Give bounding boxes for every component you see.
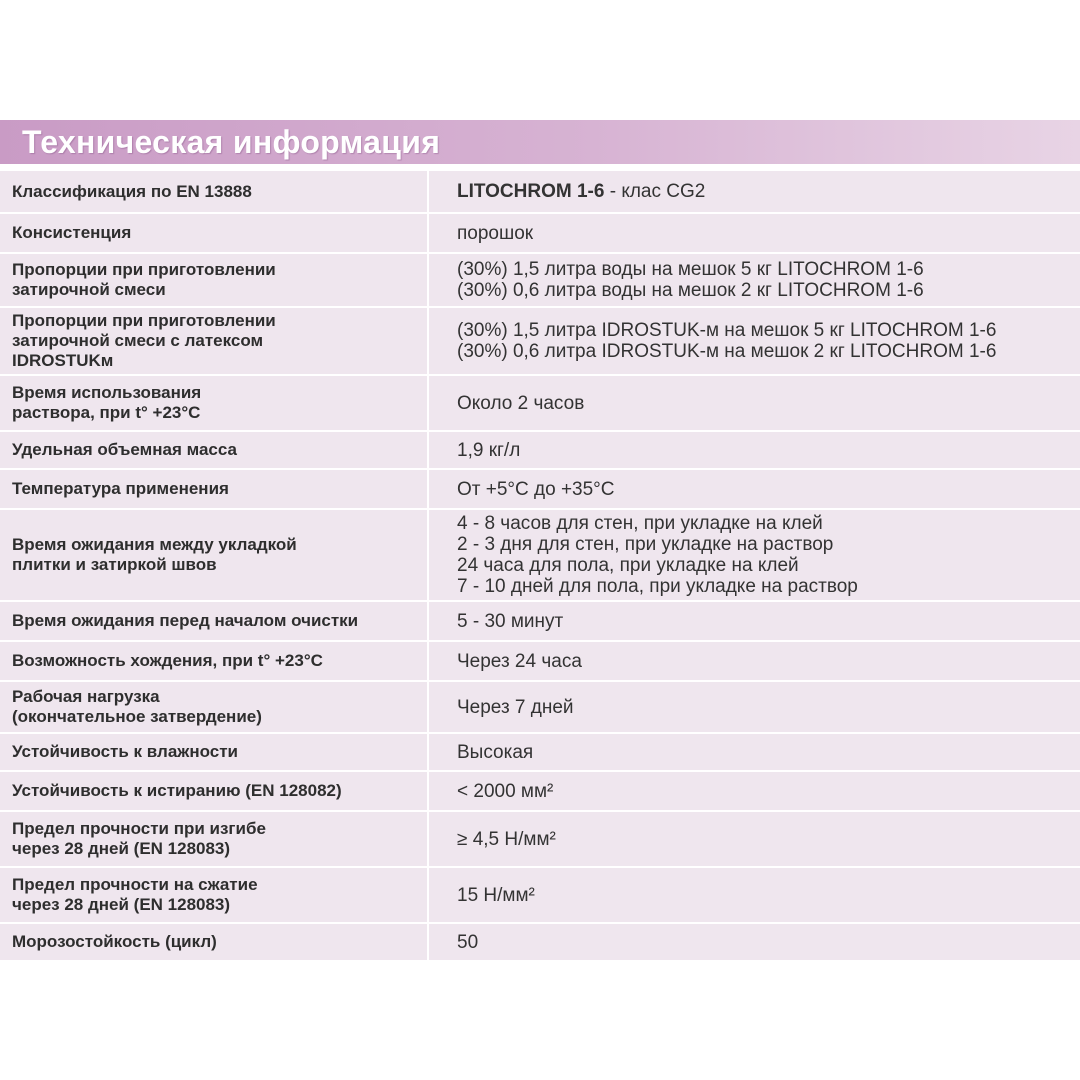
property-label xyxy=(0,771,428,811)
property-label xyxy=(0,431,428,469)
property-value-line: 5 - 30 минут xyxy=(457,610,564,632)
property-value-line: 2 - 3 дня для стен, при укладке на раствор xyxy=(457,534,834,555)
property-label xyxy=(0,469,428,509)
property-label-line: затирочной смеси с латексом xyxy=(12,331,264,350)
table-row xyxy=(0,375,1080,431)
property-label-line: Удельная объемная масса xyxy=(12,440,237,459)
property-label-line: Пропорции при приготовлении xyxy=(12,311,276,330)
property-value xyxy=(428,601,1080,641)
table-row xyxy=(0,641,1080,681)
table-row xyxy=(0,509,1080,601)
property-value-line: (30%) 0,6 литра воды на мешок 2 кг LITOCHROM 1-6 xyxy=(457,280,924,301)
property-value-line: 50 xyxy=(457,931,479,953)
technical-info-table xyxy=(0,171,1080,962)
table-row xyxy=(0,811,1080,867)
property-value-line: (30%) 1,5 литра IDROSTUK-м на мешок 5 кг LITOCHROM 1-6 xyxy=(457,320,997,341)
property-value xyxy=(428,213,1080,253)
property-value-line: 24 часа для пола, при укладке на клей xyxy=(457,555,799,576)
property-label-line: Консистенция xyxy=(12,223,132,242)
property-value-line: Через 24 часа xyxy=(457,650,582,672)
property-label-line: плитки и затиркой швов xyxy=(12,555,217,574)
table-body xyxy=(0,171,1080,961)
property-label-line: Устойчивость к истиранию (EN 128082) xyxy=(12,781,342,800)
property-value xyxy=(428,509,1080,601)
property-value-line: 15 Н/мм² xyxy=(457,884,535,906)
property-value xyxy=(428,733,1080,771)
table-row xyxy=(0,733,1080,771)
title-bar xyxy=(0,120,1080,164)
property-value-line: ≥ 4,5 Н/мм² xyxy=(457,828,556,850)
property-label-line: Время ожидания между укладкой xyxy=(12,535,297,554)
property-value xyxy=(428,681,1080,733)
property-value xyxy=(428,469,1080,509)
property-value-line: (30%) 0,6 литра IDROSTUK-м на мешок 2 кг LITOCHROM 1-6 xyxy=(457,341,997,362)
property-value-line: Высокая xyxy=(457,741,534,763)
property-label xyxy=(0,641,428,681)
property-value-line: 1,9 кг/л xyxy=(457,439,521,461)
property-value-line: Около 2 часов xyxy=(457,392,585,414)
property-label xyxy=(0,733,428,771)
table-row xyxy=(0,867,1080,923)
property-label-line: Возможность хождения, при t° +23°C xyxy=(12,651,323,670)
property-label-line: Предел прочности при изгибе xyxy=(12,819,266,838)
property-value xyxy=(428,771,1080,811)
table-row xyxy=(0,431,1080,469)
property-value xyxy=(428,431,1080,469)
property-value xyxy=(428,171,1080,213)
property-label xyxy=(0,307,428,375)
property-label-line: IDROSTUKм xyxy=(12,351,114,370)
property-value xyxy=(428,307,1080,375)
property-label-line: затирочной смеси xyxy=(12,280,166,299)
table-row xyxy=(0,923,1080,961)
property-label-line: раствора, при t° +23°C xyxy=(12,403,201,422)
property-label-line: (окончательное затвердение) xyxy=(12,707,262,726)
property-label xyxy=(0,253,428,307)
property-label xyxy=(0,923,428,961)
property-value-line: 4 - 8 часов для стен, при укладке на клей xyxy=(457,513,823,534)
property-value-text: - клас CG2 xyxy=(604,181,706,202)
property-label-line: Устойчивость к влажности xyxy=(12,742,238,761)
property-value-line: порошок xyxy=(457,222,534,244)
page-title: Техническая информация xyxy=(22,123,441,160)
table-row xyxy=(0,213,1080,253)
table-row xyxy=(0,681,1080,733)
table-row xyxy=(0,307,1080,375)
property-value xyxy=(428,641,1080,681)
property-value-line: От +5°C до +35°C xyxy=(457,478,615,500)
table-row xyxy=(0,771,1080,811)
property-label xyxy=(0,867,428,923)
property-label xyxy=(0,213,428,253)
property-value xyxy=(428,253,1080,307)
property-label-line: Температура применения xyxy=(12,479,229,498)
property-label xyxy=(0,171,428,213)
property-label-line: Предел прочности на сжатие xyxy=(12,875,258,894)
table-row xyxy=(0,253,1080,307)
property-value-line: 7 - 10 дней для пола, при укладке на раствор xyxy=(457,576,858,597)
property-value-line xyxy=(457,181,1068,202)
property-label-line: Рабочая нагрузка xyxy=(12,687,160,706)
property-label-line: Время ожидания перед началом очистки xyxy=(12,611,359,630)
property-label xyxy=(0,811,428,867)
property-value-line: < 2000 мм² xyxy=(457,780,554,802)
property-value xyxy=(428,867,1080,923)
property-label xyxy=(0,375,428,431)
property-label-line: Классификация по EN 13888 xyxy=(12,181,252,201)
property-label-line: Морозостойкость (цикл) xyxy=(12,932,217,951)
property-label-line: через 28 дней (EN 128083) xyxy=(12,895,231,914)
property-label-line: Время использования xyxy=(12,383,202,402)
product-name: LITOCHROM 1-6 xyxy=(457,181,605,202)
property-value-line: (30%) 1,5 литра воды на мешок 5 кг LITOCHROM 1-6 xyxy=(457,259,924,280)
property-label xyxy=(0,509,428,601)
property-label-line: через 28 дней (EN 128083) xyxy=(12,839,231,858)
property-value xyxy=(428,375,1080,431)
property-value-line: Через 7 дней xyxy=(457,696,574,718)
property-value xyxy=(428,811,1080,867)
table-row xyxy=(0,601,1080,641)
property-label xyxy=(0,681,428,733)
table-row xyxy=(0,469,1080,509)
table-row xyxy=(0,171,1080,213)
property-value xyxy=(428,923,1080,961)
property-label-line: Пропорции при приготовлении xyxy=(12,260,276,279)
property-label xyxy=(0,601,428,641)
